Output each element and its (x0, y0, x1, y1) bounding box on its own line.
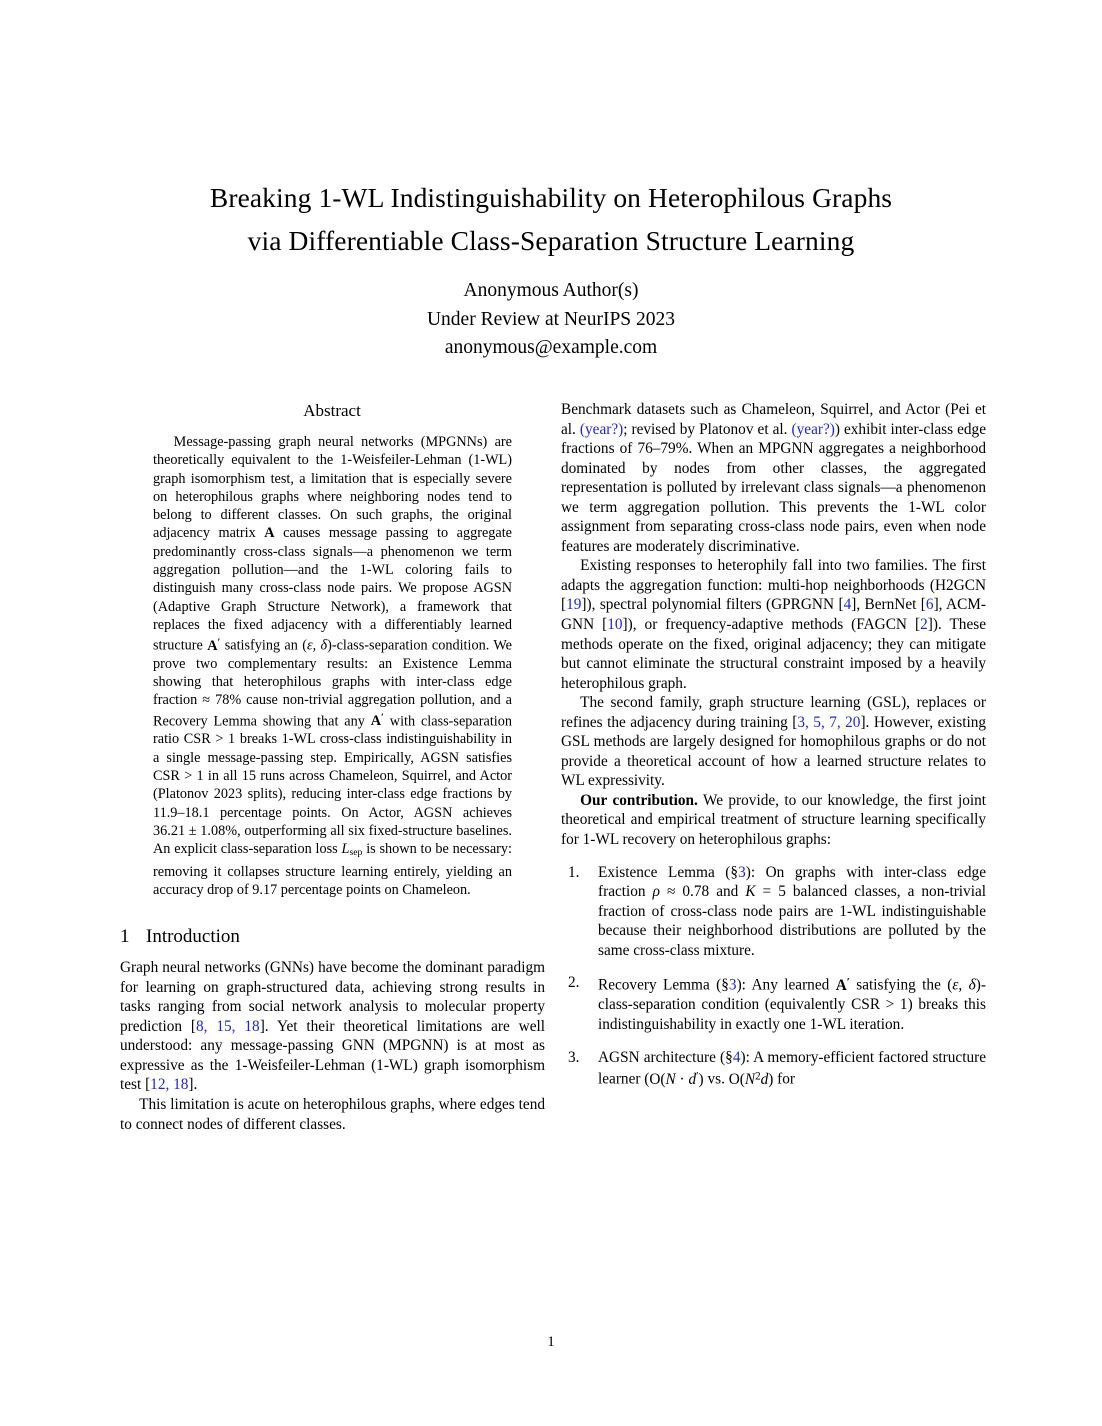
right-paragraph-3 (561, 693, 986, 791)
intro-paragraph-1 (120, 958, 545, 1095)
author-block (120, 277, 982, 363)
right-p2-part6: ]). These methods operate on the fixed, original adjacency; they can mitigate but cannot eliminate the structural constraint imposed by a heavily heterophilous graph. (561, 616, 986, 692)
csr-condition: CSR > 1 (183, 731, 236, 748)
section-number: 1 (120, 926, 130, 948)
right-p1-part3: ) exhibit inter-class edge fractions of 76–79%. When an MPGNN aggregates a neighborhood dominated by nodes from other classes, the aggregated representation is polluted by irrelevant class signals—a phenomenon we term aggregation pollution. This prevents the 1-WL color assignment from separating cross-class node pairs, even when node features are moderately discriminative. (561, 420, 986, 555)
abstract-paragraph: Message-passing graph neural networks (MPGNNs) are theoretically equivalent to the 1-Weisfeiler-Lehman (1-WL) graph isomorphism test, a limitation that is especially severe on heterophilous graphs where neighboring nodes tend to belong to different classes. On such graphs, the original adjacency matrix A causes message passing to aggregate predominantly cross-class signals—a phenomenon we term aggregation pollution—and the 1-WL coloring fails to distinguish many cross-class node pairs. We propose AGSN (Adaptive Graph Structure Network), a framework that replaces the fixed adjacency with a differentiably learned structure A′ satisfying an (ε, δ)-class-separation condition. We prove two complementary results: an Existence Lemma showing that heterophilous graphs with inter-class edge fraction ≈ 78% cause non-trivial aggregation pollution, and a Recovery Lemma showing that any A′ with class-separation ratio CSR > 1 breaks 1-WL cross-class indistinguishability in a single message-passing step. Empirically, AGSN satisfies CSR > 1 in all 15 runs across Chameleon, Squirrel, and Actor (Platonov 2023 splits), reducing inter-class edge fractions by 11.9–18.1 percentage points. On Actor, AGSN achieves 36.21 ± 1.08%, outperforming all six fixed-structure baselines. An explicit class-separation loss $L_{sep}$ is shown to be necessary: removing it collapses structure learning entirely, yielding an accuracy drop of 9.17 percentage points on Chameleon. (153, 434, 512, 898)
citation-link-gprgnn[interactable]: 4 (843, 596, 852, 614)
contrib-1-lead: Existence Lemma (§ (598, 863, 739, 881)
epsilon-delta-symbol: (ε, δ) (302, 637, 332, 654)
left-column (120, 400, 545, 1134)
citation-link-acmgnn[interactable]: 10 (607, 616, 623, 634)
matrix-a-prime-symbol-2: A′ (370, 712, 384, 730)
right-p1-part2: ; revised by Platonov et al. (623, 420, 792, 438)
our-contribution-text: We provide, to our knowledge, the first joint theoretical and empirical treatment of structure learning specifically for 1-WL recovery on heterophilous graphs: (561, 791, 986, 849)
epsilon-delta-symbol-2: (ε, δ) (947, 976, 981, 994)
intro-p1-part1: Graph neural networks (GNNs) have become the dominant paradigm for learning on graph-structured data, achieving strong results in tasks ranging from social network analysis to molecular property prediction [ (120, 959, 545, 1035)
edge-fraction-value: ≈ 78% (202, 692, 242, 709)
list-item (561, 863, 986, 961)
citation-link-year-1[interactable]: (year?) (579, 420, 624, 438)
citation-link-year-2[interactable]: (year?) (791, 420, 835, 438)
actor-accuracy-value: 36.21 ± 1.08% (153, 822, 238, 839)
page-title (120, 176, 982, 262)
right-p3-part1: The second family, graph structure learning (GSL), replaces or refines the adjacency during training [ (561, 694, 986, 731)
abstract-heading: Abstract (303, 401, 361, 420)
csr-condition-3: CSR > 1 (851, 996, 908, 1014)
right-p2-part5: ]), or frequency-adaptive methods (FAGCN [ (622, 616, 921, 634)
section-ref-link-4[interactable]: 4 (732, 1048, 741, 1066)
intro-paragraph-2: This limitation is acute on heterophilous graphs, where edges tend to connect nodes of different classes. (120, 1095, 545, 1133)
right-paragraph-1 (561, 400, 986, 556)
contrib-3-lead: AGSN architecture (§ (598, 1048, 733, 1066)
contrib-2-text: ): Any learned A′ satisfying the (ε, δ)-class-separation condition (equivalently CSR > 1) breaks this indistinguishability in exactly one 1-WL iteration. (598, 976, 986, 1034)
citation-link-8-15-18[interactable]: 8, 15, 18 (196, 1017, 260, 1035)
matrix-a-symbol: A (264, 525, 275, 542)
right-p2-part1: Existing responses to heterophily fall into two families. The first adapts the aggregation function: multi-hop neighborhoods (H2GCN [ (561, 557, 986, 614)
k-symbol: K (745, 883, 756, 901)
section-ref-link-3a[interactable]: 3 (738, 863, 746, 881)
rho-symbol: ρ (652, 883, 660, 901)
section-ref-link-3b[interactable]: 3 (728, 976, 737, 994)
right-column (561, 400, 986, 1102)
abstract-section (120, 400, 545, 899)
abstract-body (153, 433, 544, 899)
right-p2-part3: ], BernNet [ (851, 596, 926, 614)
section-heading-introduction (120, 925, 545, 949)
page-number: 1 (547, 1334, 555, 1350)
citation-link-h2gcn[interactable]: 19 (566, 596, 582, 614)
complexity-factored: O(N · d′) (649, 1070, 704, 1088)
title-line-1: Breaking 1-WL Indistinguishability on Heterophilous Graphs (209, 182, 893, 213)
author-email: anonymous@example.com (444, 337, 658, 358)
list-item (561, 973, 986, 1034)
loss-sep-symbol: $L_{sep}$ (341, 841, 363, 859)
list-item (561, 1048, 986, 1090)
intro-p1-part2: ]. Yet their theoretical limitations are well understood: any message-passing GNN (MPGNN) is at most as expressive as the 1-Weisfeiler-Lehman (1-WL) graph isomorphism test [ (120, 1017, 545, 1094)
right-p2-part4: ], ACM-GNN [ (561, 596, 987, 634)
right-paragraph-4 (561, 791, 986, 850)
contrib-1-text: ): On graphs with inter-class edge fraction ρ ≈ 0.78 and K = 5 balanced classes, a non-trivial fraction of cross-class node pairs are 1-WL indistinguishable because their neighborhood distributions are polluted by the same cross-class mixture. (598, 863, 986, 959)
matrix-a-prime-symbol: A′ (207, 637, 221, 654)
contrib-3-text: ): A memory-efficient factored structure learner (O(N · d′) vs. $O(N^2d)$ for (598, 1048, 986, 1088)
citation-link-fagcn[interactable]: 2 (920, 616, 928, 634)
title-line-2: via Differentiable Class-Separation Structure Learning (247, 225, 855, 256)
right-p2-part2: ]), spectral polynomial filters (GPRGNN [ (581, 596, 844, 614)
right-paragraph-2 (561, 556, 986, 693)
author-name: Anonymous Author(s) (463, 280, 639, 301)
contributions-list (561, 863, 986, 1090)
right-p1-part1: Benchmark datasets such as Chameleon, Squirrel, and Actor (Pei et al. (561, 401, 986, 438)
csr-condition-2: CSR > 1 (153, 767, 204, 784)
complexity-dense: $O(N^2d)$ (728, 1070, 774, 1088)
title-block (120, 176, 982, 262)
citation-link-bernnet[interactable]: 6 (925, 596, 934, 614)
matrix-a-prime-symbol-3: A′ (835, 976, 850, 994)
our-contribution-lead: Our contribution. (580, 791, 698, 809)
intro-p1-part3: ]. (188, 1076, 198, 1094)
contrib-2-lead: Recovery Lemma (§ (598, 976, 729, 994)
citation-link-gsl[interactable]: 3, 5, 7, 20 (797, 713, 861, 731)
citation-link-12-18[interactable]: 12, 18 (150, 1076, 189, 1094)
right-p3-part2: ]. However, existing GSL methods are largely designed for homophilous graphs or do not provide a theoretical account of how a learned structure relates to WL expressivity. (561, 713, 987, 790)
venue-line: Under Review at NeurIPS 2023 (426, 308, 676, 330)
section-title: Introduction (146, 926, 240, 948)
